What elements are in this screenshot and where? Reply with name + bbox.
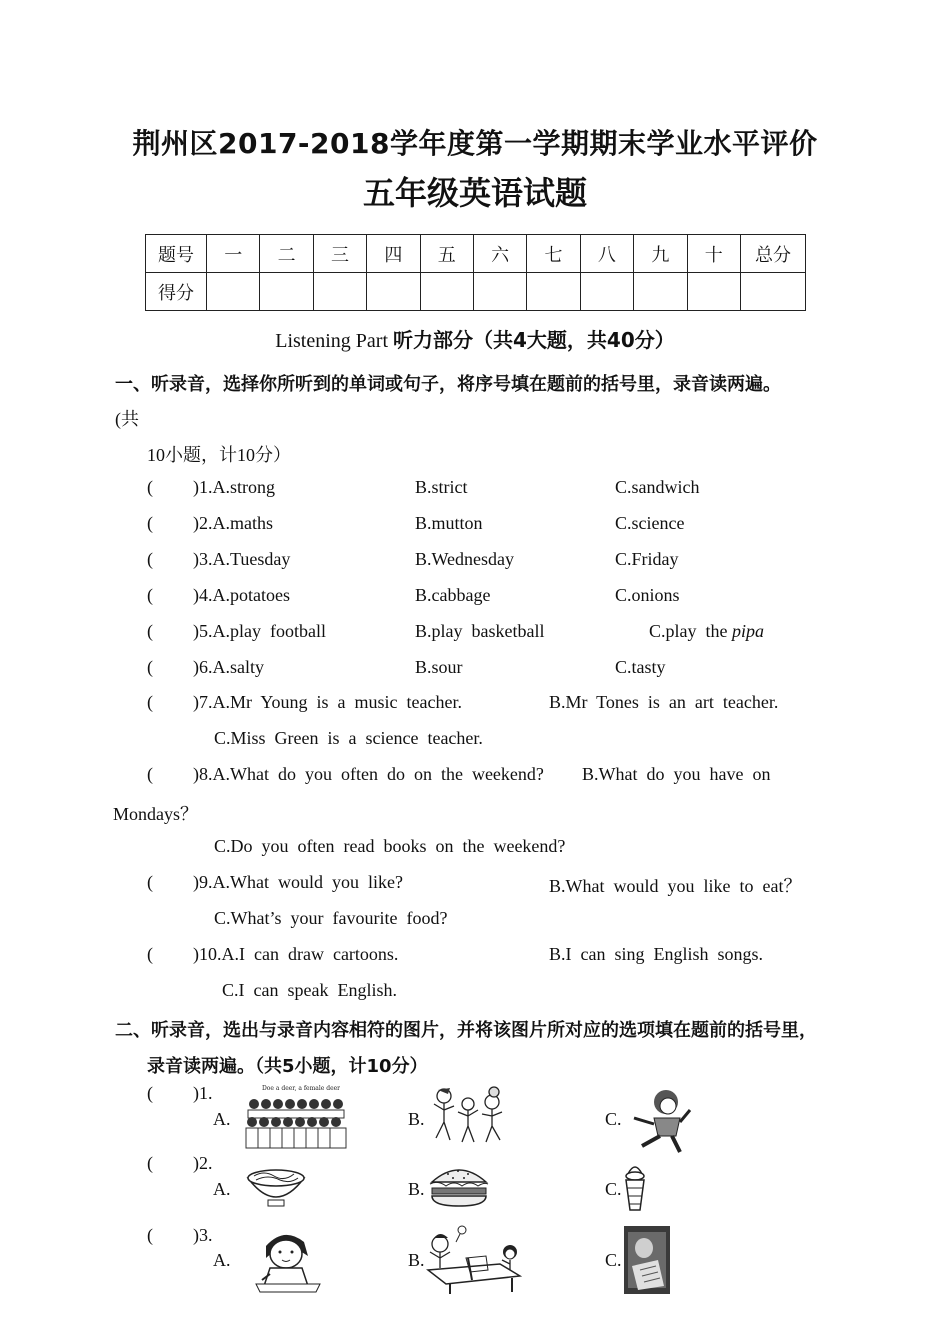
q10-option-a: )10.A.I can draw cartoons. <box>193 944 399 964</box>
q5-option-c <box>649 621 764 642</box>
q4-option-c: C.onions <box>615 585 680 605</box>
score-input-cell[interactable] <box>420 273 473 311</box>
section1-instruction-cont: (共 <box>115 409 139 429</box>
q3-option-b: B.Wednesday <box>415 549 515 569</box>
listening-part-zh: 听力部分（共4大题，共40分） <box>393 328 675 352</box>
ping-pong-picture[interactable] <box>426 1222 522 1296</box>
girl-writing-picture[interactable] <box>254 1226 322 1294</box>
s2-q1-option-b: B. <box>408 1109 425 1129</box>
q2-option-c: C.science <box>615 513 685 533</box>
answer-paren[interactable]: ( <box>147 585 153 605</box>
choir-picture[interactable] <box>244 1082 348 1152</box>
score-cell: 一 <box>207 235 260 273</box>
q1-option-b: B.strict <box>415 477 468 497</box>
score-input-cell[interactable] <box>207 273 260 311</box>
score-input-cell[interactable] <box>313 273 366 311</box>
answer-paren[interactable]: ( <box>147 657 153 677</box>
score-input-cell[interactable] <box>367 273 420 311</box>
s2-q3-option-c: C. <box>605 1250 622 1270</box>
score-input-cell[interactable] <box>260 273 313 311</box>
section1-instruction-cont2: 10小题，计10分） <box>147 445 291 465</box>
q7-option-c: C.Miss Green is a science teacher. <box>214 728 483 748</box>
answer-paren[interactable]: ( <box>147 477 153 497</box>
q5-option-c-prefix: C.play the <box>649 621 732 641</box>
q9-option-b: B.What would you like to eat？ <box>549 876 802 896</box>
s2-q1-option-a: A. <box>213 1109 231 1129</box>
score-input-cell[interactable] <box>580 273 633 311</box>
q5-option-a: )5.A.play football <box>193 621 326 641</box>
answer-paren[interactable]: ( <box>147 513 153 533</box>
exam-subtitle: 五年级英语试题 <box>362 174 587 212</box>
q8-option-a: )8.A.What do you often do on the weekend? <box>193 764 544 784</box>
score-input-cell[interactable] <box>473 273 526 311</box>
score-cell: 四 <box>367 235 420 273</box>
s2-q2-option-c: C. <box>605 1179 622 1199</box>
s2-q3-label: )3. <box>193 1225 213 1245</box>
q7-option-a: )7.A.Mr Young is a music teacher. <box>193 692 462 712</box>
ice-cream-picture[interactable] <box>622 1160 648 1212</box>
answer-paren[interactable]: ( <box>147 764 153 784</box>
s2-q2-label: )2. <box>193 1153 213 1173</box>
noodles-picture[interactable] <box>244 1160 308 1210</box>
listening-part-en: Listening Part <box>275 330 388 352</box>
score-input-cell[interactable] <box>687 273 740 311</box>
q5-option-c-italic: pipa <box>732 621 765 641</box>
score-cell: 七 <box>527 235 580 273</box>
score-table-header-row <box>146 235 806 273</box>
q2-option-b: B.mutton <box>415 513 483 533</box>
s2-q2-option-b: B. <box>408 1179 425 1199</box>
score-cell: 题号 <box>146 235 207 273</box>
score-cell: 十 <box>687 235 740 273</box>
answer-paren[interactable]: ( <box>147 549 153 569</box>
q3-option-a: )3.A.Tuesday <box>193 549 291 569</box>
answer-paren[interactable]: ( <box>147 621 153 641</box>
q9-option-c: C.What’s your favourite food? <box>214 908 448 928</box>
q6-option-c: C.tasty <box>615 657 666 677</box>
q10-option-b: B.I can sing English songs. <box>549 944 763 964</box>
answer-paren[interactable]: ( <box>147 872 153 892</box>
section2-instruction-cont: 录音读两遍。（共5小题，计10分） <box>147 1056 428 1077</box>
score-cell: 三 <box>313 235 366 273</box>
s2-q3-option-b: B. <box>408 1250 425 1270</box>
q5-option-b: B.play basketball <box>415 621 545 641</box>
score-input-cell[interactable] <box>527 273 580 311</box>
score-table <box>145 234 806 311</box>
q4-option-a: )4.A.potatoes <box>193 585 290 605</box>
answer-paren[interactable]: ( <box>147 1153 153 1173</box>
score-input-cell[interactable] <box>634 273 687 311</box>
s2-q1-label: )1. <box>193 1083 213 1103</box>
score-cell: 九 <box>634 235 687 273</box>
score-cell: 二 <box>260 235 313 273</box>
s2-q2-option-a: A. <box>213 1179 231 1199</box>
score-table-score-row <box>146 273 806 311</box>
q1-option-c: C.sandwich <box>615 477 700 497</box>
answer-paren[interactable]: ( <box>147 692 153 712</box>
kids-playing-ball-picture[interactable] <box>428 1082 510 1148</box>
score-cell: 五 <box>420 235 473 273</box>
answer-paren[interactable]: ( <box>147 1083 153 1103</box>
exam-title: 荆州区2017-2018学年度第一学期期末学业水平评价 <box>132 127 818 160</box>
q7-option-b: B.Mr Tones is an art teacher. <box>549 692 779 712</box>
choir-caption: Doe a deer, a female deer <box>262 1085 341 1092</box>
q10-option-c: C.I can speak English. <box>222 980 397 1000</box>
q2-option-a: )2.A.maths <box>193 513 273 533</box>
kung-fu-boy-picture[interactable] <box>624 1084 694 1154</box>
q8-option-c: C.Do you often read books on the weekend? <box>214 836 566 856</box>
s2-q1-option-c: C. <box>605 1109 622 1129</box>
section1-instruction: 一、听录音，选择你所听到的单词或句子，将序号填在题前的括号里，录音读两遍。 <box>115 374 781 395</box>
s2-q3-option-a: A. <box>213 1250 231 1270</box>
photo-picture[interactable] <box>624 1226 670 1294</box>
score-cell: 六 <box>473 235 526 273</box>
q8-option-b-cont: Mondays？ <box>113 804 198 824</box>
q1-option-a: )1.A.strong <box>193 477 275 497</box>
answer-paren[interactable]: ( <box>147 1225 153 1245</box>
section2-instruction: 二、听录音，选出与录音内容相符的图片，并将该图片所对应的选项填在题前的括号里， <box>115 1020 817 1041</box>
q6-option-a: )6.A.salty <box>193 657 264 677</box>
listening-part-heading <box>0 324 950 353</box>
score-input-cell[interactable] <box>741 273 806 311</box>
answer-paren[interactable]: ( <box>147 944 153 964</box>
q6-option-b: B.sour <box>415 657 463 677</box>
score-cell: 八 <box>580 235 633 273</box>
score-cell: 总分 <box>741 235 806 273</box>
q8-option-b: B.What do you have on <box>582 764 771 784</box>
q9-option-a: )9.A.What would you like? <box>193 872 403 892</box>
score-cell: 得分 <box>146 273 207 311</box>
q3-option-c: C.Friday <box>615 549 679 569</box>
hamburger-picture[interactable] <box>428 1162 490 1210</box>
q4-option-b: B.cabbage <box>415 585 491 605</box>
